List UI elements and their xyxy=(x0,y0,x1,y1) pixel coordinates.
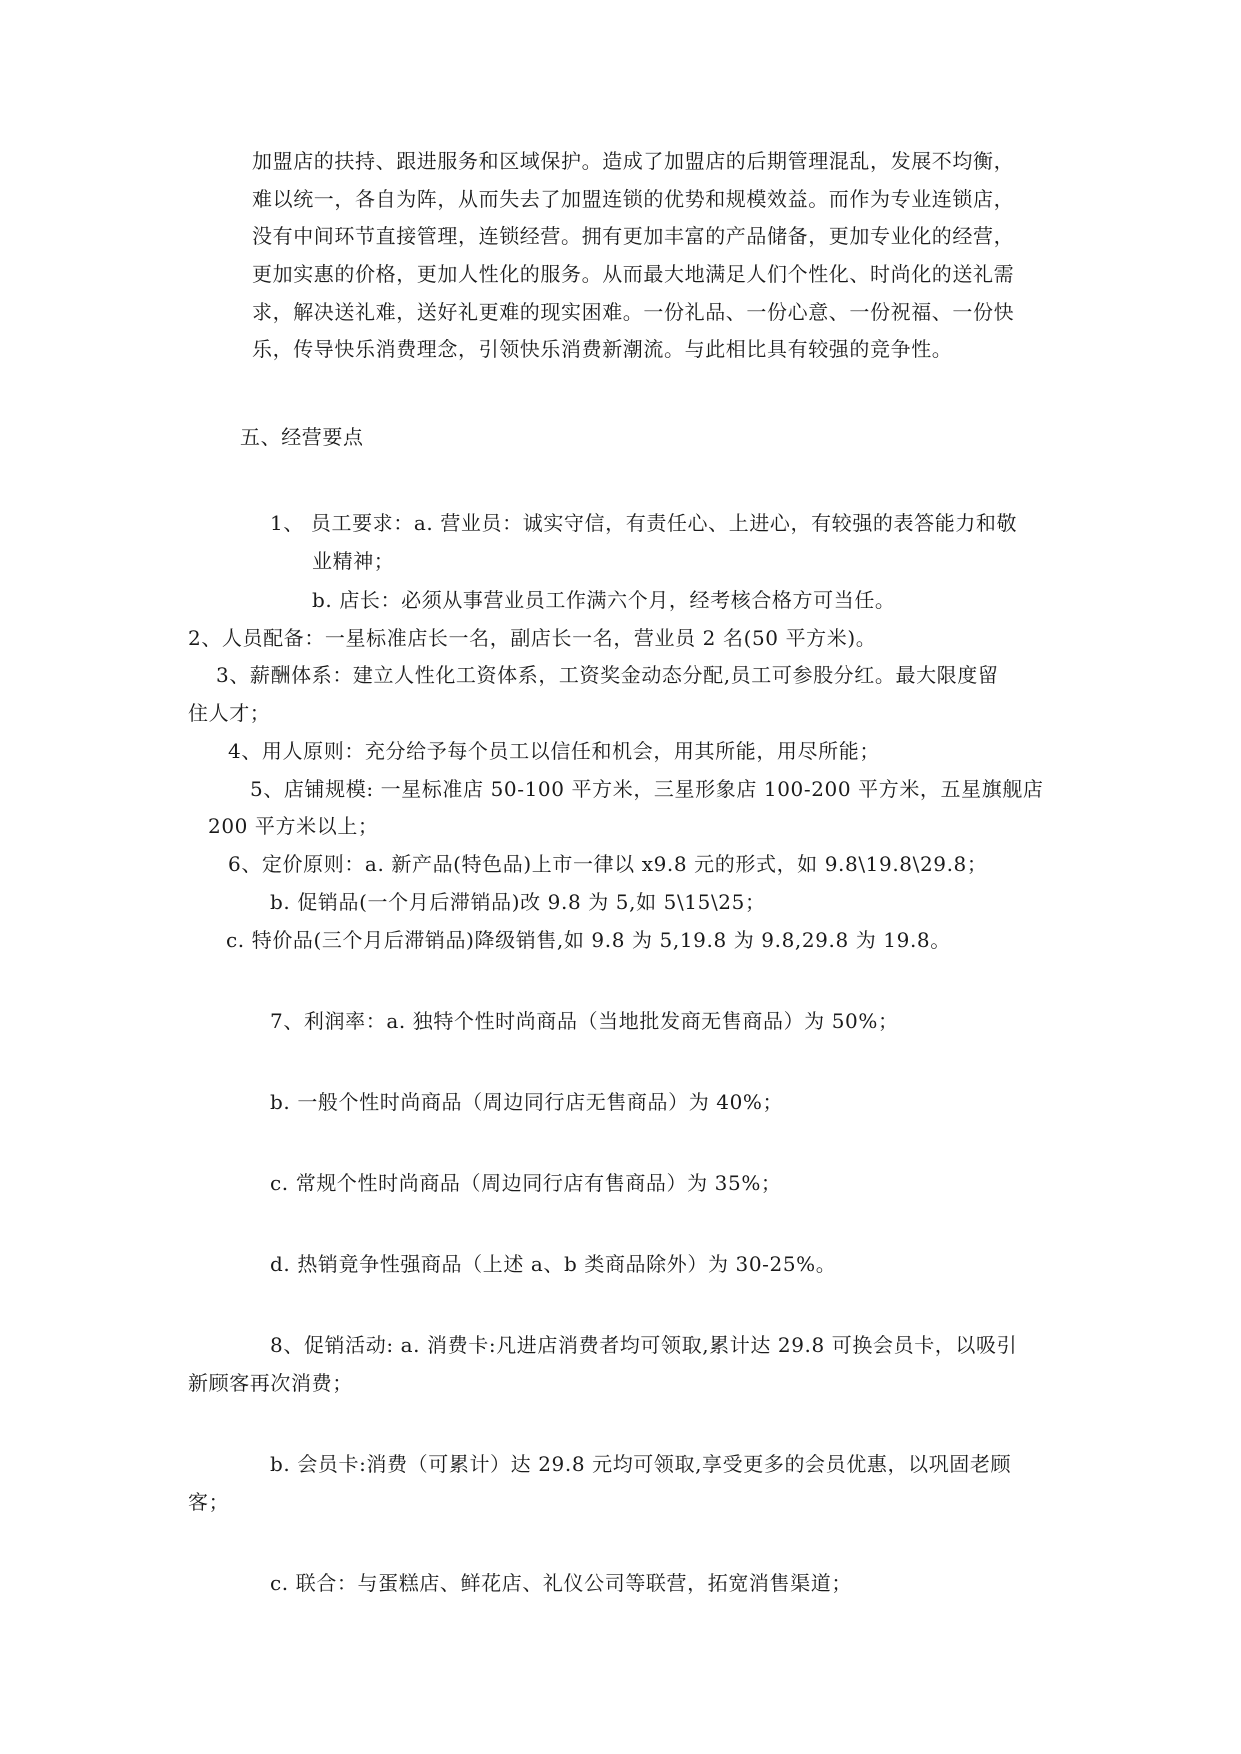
item-6c-special-goods: c. 特价品(三个月后滞销品)降级销售,如 9.8 为 5,19.8 为 9.8,29.8 为 19.8。 xyxy=(226,928,951,952)
item-3-continuation: 住人才； xyxy=(188,701,271,725)
item-7c-profit: c. 常规个性时尚商品（周边同行店有售商品）为 35%； xyxy=(270,1171,782,1195)
item-7-profit: 7、利润率：a. 独特个性时尚商品（当地批发商无售商品）为 50%； xyxy=(270,1009,899,1033)
item-8-promotion: 8、促销活动: a. 消费卡:凡进店消费者均可领取,累计达 29.8 可换会员卡，以吸引 xyxy=(270,1333,1018,1357)
intro-line-5: 求，解决送礼难，送好礼更难的现实困难。一份礼品、一份心意、一份祝福、一份快 xyxy=(252,300,1015,324)
item-7d-profit: d. 热销竟争性强商品（上述 a、b 类商品除外）为 30-25%。 xyxy=(270,1252,837,1276)
item-7b-profit: b. 一般个性时尚商品（周边同行店无售商品）为 40%； xyxy=(270,1090,784,1114)
section-heading: 五、经营要点 xyxy=(240,425,364,449)
item-1-staff-requirements: 1、 员工要求：a. 营业员：诚实守信，有责任心、上进心，有较强的表答能力和敬 xyxy=(270,511,1018,535)
item-8-continuation: 新顾客再次消费； xyxy=(188,1371,353,1395)
item-8b-membership: b. 会员卡:消费（可累计）达 29.8 元均可领取,享受更多的会员优惠，以巩固老顾 xyxy=(270,1452,1012,1476)
intro-line-2: 难以统一，各自为阵，从而失去了加盟连锁的优势和规模效益。而作为专业连锁店， xyxy=(252,187,1015,211)
item-8b-continuation: 客； xyxy=(188,1490,230,1514)
item-2-staffing: 2、人员配备：一星标准店长一名，副店长一名，营业员 2 名(50 平方米)。 xyxy=(188,626,877,650)
intro-line-3: 没有中间环节直接管理，连锁经营。拥有更加丰富的产品储备，更加专业化的经营， xyxy=(252,224,1015,248)
item-4-hiring: 4、用人原则：充分给予每个员工以信任和机会，用其所能，用尽所能； xyxy=(228,739,880,763)
item-6b-promo-goods: b. 促销品(一个月后滞销品)改 9.8 为 5,如 5\15\25； xyxy=(270,890,766,914)
item-3-salary: 3、薪酬体系：建立人性化工资体系，工资奖金动态分配,员工可参股分红。最大限度留 xyxy=(216,663,999,687)
item-1b-store-manager: b. 店长：必须从事营业员工作满六个月，经考核合格方可当任。 xyxy=(312,588,896,612)
item-5-store-size: 5、店铺规模: 一星标准店 50-100 平方米，三星形象店 100-200 平方米，五星旗舰店 xyxy=(250,777,1044,801)
item-8c-partnership: c. 联合：与蛋糕店、鲜花店、礼仪公司等联营，拓宽消售渠道； xyxy=(270,1571,852,1595)
item-1-continuation: 业精神； xyxy=(312,549,395,573)
intro-line-4: 更加实惠的价格，更加人性化的服务。从而最大地满足人们个性化、时尚化的送礼需 xyxy=(252,262,1015,286)
item-5-continuation: 200 平方米以上； xyxy=(208,814,379,838)
intro-line-1: 加盟店的扶持、跟进服务和区域保护。造成了加盟店的后期管理混乱，发展不均衡， xyxy=(252,149,1015,173)
intro-line-6: 乐，传导快乐消费理念，引领快乐消费新潮流。与此相比具有较强的竞争性。 xyxy=(252,337,953,361)
item-6-pricing: 6、定价原则：a. 新产品(特色品)上市一律以 x9.8 元的形式，如 9.8\19.8\29.8； xyxy=(228,852,988,876)
